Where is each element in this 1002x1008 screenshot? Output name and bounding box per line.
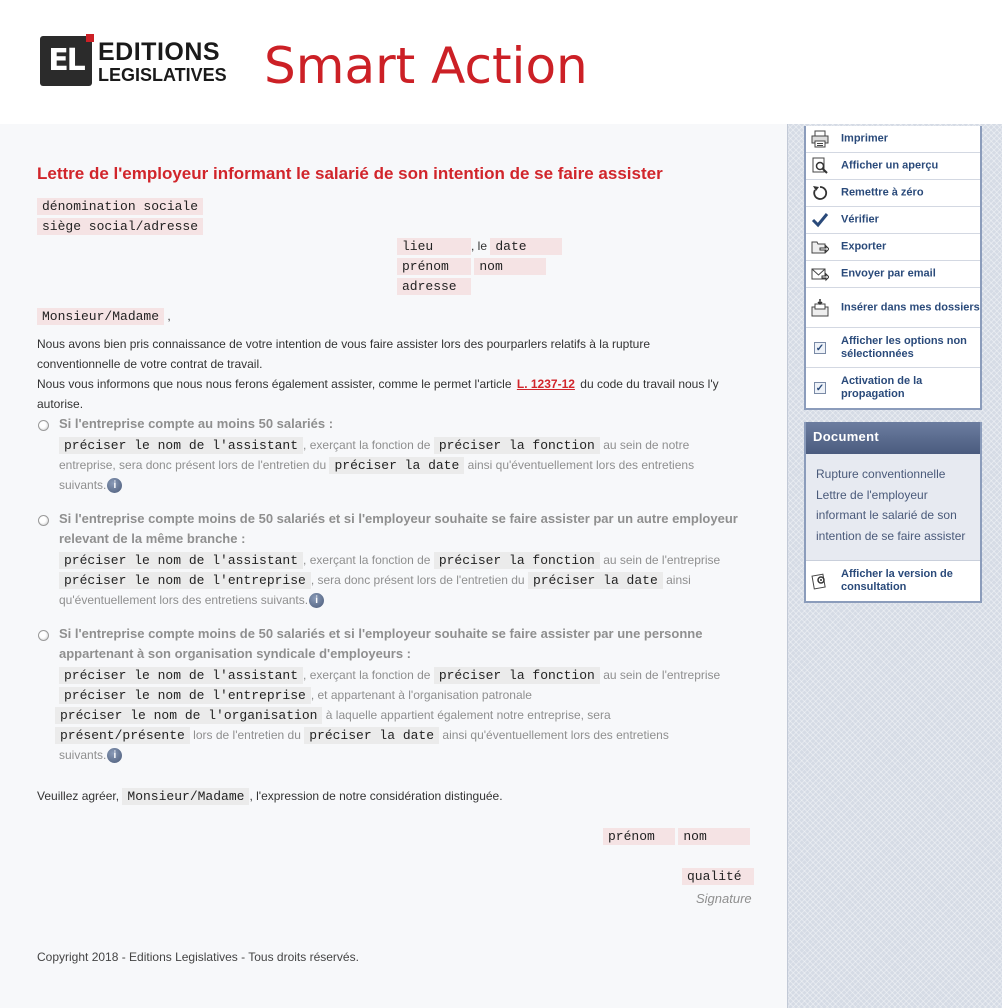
info-icon[interactable]: i <box>309 593 324 608</box>
menu-label: Vérifier <box>841 213 879 226</box>
intro-line-1: Nous avons bien pris connaissance de votre intention de vous faire assister lors des pourparlers relatifs à la rupture <box>37 337 650 351</box>
consultation-icon <box>811 572 829 590</box>
option-2-heading: Si l'entreprise compte moins de 50 salariés et si l'employeur souhaite se faire assister par un autre employeur <box>59 511 738 526</box>
field-date[interactable]: préciser la date <box>329 457 464 474</box>
field-denomination[interactable]: dénomination sociale <box>37 198 203 215</box>
sidebar <box>787 124 1002 1008</box>
option-text: lors de l'entretien du <box>193 728 301 742</box>
menu-item-exporter[interactable] <box>806 234 980 261</box>
option-text: au sein de notre <box>603 438 690 452</box>
menu-label: Imprimer <box>841 132 889 145</box>
menu-item-imprimer[interactable] <box>806 126 980 153</box>
field-lieu[interactable]: lieu <box>397 238 471 255</box>
article-link[interactable]: L. 1237-12 <box>516 377 575 391</box>
menu-label: Insérer dans mes dossiers <box>841 301 980 313</box>
field-assistant[interactable]: préciser le nom de l'assistant <box>59 667 303 684</box>
field-sign-prenom[interactable]: prénom <box>603 828 675 845</box>
intro-line-3-end: du code du travail nous l'y <box>580 377 719 391</box>
field-civilite-closing[interactable]: Monsieur/Madame <box>122 788 249 805</box>
checkbox-propagation[interactable]: ✓ <box>815 383 825 394</box>
document-content <box>0 124 787 1008</box>
intro-line-3: Nous vous informons que nous nous ferons également assister, comme le permet l'article <box>37 377 512 391</box>
field-siege[interactable]: siège social/adresse <box>37 218 203 235</box>
option-text: à laquelle appartient également notre entreprise, sera <box>325 708 611 722</box>
menu-item-verifier[interactable] <box>806 207 980 234</box>
option-text: au sein de l'entreprise <box>603 668 721 682</box>
field-organisation[interactable]: préciser le nom de l'organisation <box>55 707 322 724</box>
reset-icon <box>811 184 829 202</box>
option-text: , exerçant la fonction de <box>303 438 431 452</box>
field-date[interactable]: date <box>490 238 562 255</box>
option-text: , sera donc présent lors de l'entretien du <box>310 573 525 587</box>
document-description: Rupture conventionnelle Lettre de l'employeur informant le salarié de son intention de se faire assister <box>816 467 966 543</box>
info-icon[interactable]: i <box>107 748 122 763</box>
field-prenom[interactable]: prénom <box>397 258 471 275</box>
field-nom[interactable]: nom <box>474 258 546 275</box>
option-text: , exerçant la fonction de <box>303 553 431 567</box>
option-text: au sein de l'entreprise <box>603 553 721 567</box>
menu-label: Remettre à zéro <box>841 186 924 199</box>
menu-label: Exporter <box>841 240 887 253</box>
menu-item-remettre-zero[interactable] <box>806 180 980 207</box>
option-text: ainsi qu'éventuellement lors des entretiens <box>442 728 669 742</box>
menu-item-apercu[interactable] <box>806 153 980 180</box>
intro-line-4: autorise. <box>37 397 84 411</box>
menu-label: Afficher les options non sélectionnées <box>841 334 967 360</box>
option-2-radio[interactable] <box>38 515 49 526</box>
field-fonction[interactable]: préciser la fonction <box>434 552 600 569</box>
civilite-comma: , <box>167 309 171 323</box>
field-sign-nom[interactable]: nom <box>678 828 750 845</box>
app-title: Smart Action <box>264 37 588 95</box>
consultation-version-link[interactable] <box>806 560 980 601</box>
menu-item-inserer-dossiers[interactable] <box>806 288 980 328</box>
field-sign-qualite[interactable]: qualité <box>682 868 754 885</box>
checkbox-icon <box>811 379 829 397</box>
option-text: suivants. <box>59 748 107 762</box>
option-1-heading: Si l'entreprise compte au moins 50 salariés : <box>59 416 334 431</box>
menu-item-propagation[interactable] <box>806 368 980 408</box>
field-fonction[interactable]: préciser la fonction <box>434 667 600 684</box>
checkbox-icon <box>811 339 829 357</box>
editions-legislatives-logo[interactable] <box>40 34 230 88</box>
option-2-heading-cont: relevant de la même branche : <box>59 531 246 546</box>
email-icon <box>811 265 829 283</box>
printer-icon <box>811 130 829 148</box>
menu-item-email[interactable] <box>806 261 980 288</box>
option-text: ainsi <box>666 573 691 587</box>
option-1-radio[interactable] <box>38 420 49 431</box>
actions-menu <box>804 126 982 410</box>
export-icon <box>811 238 829 256</box>
option-3-radio[interactable] <box>38 630 49 641</box>
option-text: , et appartenant à l'organisation patronale <box>310 688 532 702</box>
closing-text: Veuillez agréer, <box>37 789 120 803</box>
option-3-heading: Si l'entreprise compte moins de 50 salariés et si l'employeur souhaite se faire assister par une personne <box>59 626 703 641</box>
checkbox-options[interactable]: ✓ <box>815 342 825 354</box>
folder-insert-icon <box>811 299 829 317</box>
info-icon[interactable]: i <box>107 478 122 493</box>
menu-label: Activation de la propagation <box>841 375 923 400</box>
logo-text-legislatives: LEGISLATIVES <box>98 65 227 85</box>
document-title: Lettre de l'employeur informant le salarié de son intention de se faire assister <box>37 164 663 183</box>
document-panel-header: Document <box>806 422 980 454</box>
page-header <box>0 0 1002 124</box>
option-3-heading-cont: appartenant à son organisation syndicale d'employeurs : <box>59 646 412 661</box>
field-fonction[interactable]: préciser la fonction <box>434 437 600 454</box>
field-date[interactable]: préciser la date <box>528 572 663 589</box>
menu-item-options-non-selectionnees[interactable] <box>806 328 980 368</box>
field-assistant[interactable]: préciser le nom de l'assistant <box>59 437 303 454</box>
option-text: ainsi qu'éventuellement lors des entretiens <box>467 458 695 472</box>
logo-red-square <box>86 34 94 42</box>
field-date[interactable]: préciser la date <box>304 727 439 744</box>
menu-label: Afficher la version de consultation <box>841 568 953 593</box>
field-adresse[interactable]: adresse <box>397 278 471 295</box>
signature-label: Signature <box>696 891 752 906</box>
intro-line-2: conventionnelle de votre contrat de travail. <box>37 357 263 371</box>
copyright: Copyright 2018 - Editions Legislatives - Tous droits réservés. <box>37 950 359 964</box>
logo-mark: EL <box>48 43 84 78</box>
option-text: , exerçant la fonction de <box>303 668 431 682</box>
menu-label: Afficher un aperçu <box>841 159 939 172</box>
option-text: qu'éventuellement lors des entretiens suivants. <box>59 593 309 607</box>
field-present[interactable]: présent/présente <box>55 727 190 744</box>
date-separator: , le <box>471 239 488 253</box>
preview-icon <box>811 157 829 175</box>
closing-text-end: , l'expression de notre considération distinguée. <box>249 789 503 803</box>
checkmark-icon <box>811 211 829 229</box>
document-panel <box>804 422 982 603</box>
field-entreprise[interactable]: préciser le nom de l'entreprise <box>59 572 311 589</box>
logo-text-editions: EDITIONS <box>98 38 221 66</box>
field-assistant[interactable]: préciser le nom de l'assistant <box>59 552 303 569</box>
field-entreprise[interactable]: préciser le nom de l'entreprise <box>59 687 311 704</box>
menu-label: Envoyer par email <box>841 267 936 280</box>
field-civilite[interactable]: Monsieur/Madame <box>37 308 164 325</box>
option-text: suivants. <box>59 478 107 492</box>
option-text: entreprise, sera donc présent lors de l'entretien du <box>59 458 327 472</box>
